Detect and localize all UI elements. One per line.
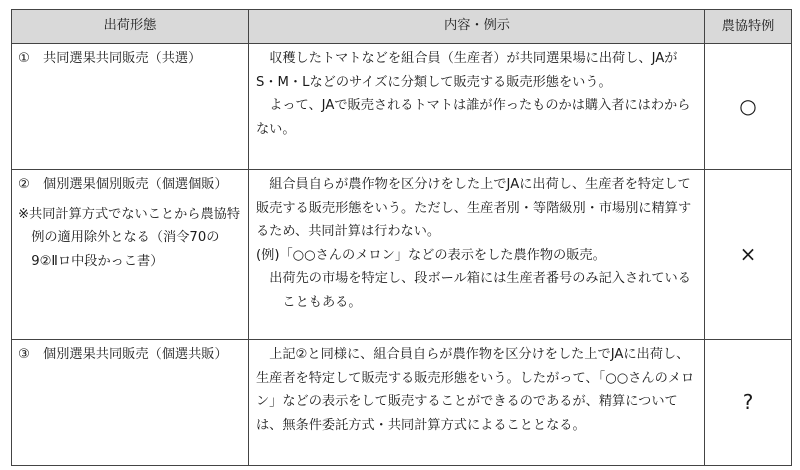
header-coop-exception: 農協特例 xyxy=(705,10,792,44)
coop-exception-mark: ? xyxy=(705,340,792,466)
row-title: ③ 個別選果共同販売（個選共販） xyxy=(18,347,228,362)
row-title-cell xyxy=(12,340,249,466)
coop-exception-mark: ○ xyxy=(705,44,792,170)
coop-exception-mark: × xyxy=(705,170,792,340)
header-shipping-form: 出荷形態 xyxy=(12,10,249,44)
row-note: ※共同計算方式でないことから農協特例の適用除外となる（消令70の9②Ⅱロ中段かっこ書） xyxy=(18,206,241,269)
row-paragraph: 収穫したトマトなどを組合員（生産者）が共同選果場に出荷し、JAがS・M・Lなどのサイズに分類して販売する販売形態をいう。 xyxy=(256,51,678,90)
row-content-cell xyxy=(249,340,705,466)
row-title-cell xyxy=(12,44,249,170)
row-content-cell xyxy=(249,170,705,340)
header-content-example: 内容・例示 xyxy=(249,10,705,44)
row-title: ② 個別選果個別販売（個選個販） xyxy=(18,177,228,192)
row-example-detail: 出荷先の市場を特定し、段ボール箱には生産者番号のみ記入されていることもある。 xyxy=(269,271,691,310)
table-row xyxy=(12,44,792,170)
row-title-cell xyxy=(12,170,249,340)
sales-form-table xyxy=(11,9,792,466)
row-paragraph: 上記②と同様に、組合員自らが農作物を区分けをした上でJAに出荷し、生産者を特定して販売する販売形態をいう。したがって、「○○さんのメロン」などの表示をして販売することができるのであるが、精算については、無条件委託方式・共同計算方式によることとなる。 xyxy=(256,347,695,433)
row-title: ① 共同選果共同販売（共選） xyxy=(18,51,202,66)
row-paragraph: よって、JAで販売されるトマトは誰が作ったものかは購入者にはわからない。 xyxy=(256,98,691,137)
table-row xyxy=(12,170,792,340)
row-content-cell xyxy=(249,44,705,170)
row-example: (例)「○○さんのメロン」などの表示をした農作物の販売。 xyxy=(256,247,606,263)
sales-form-table-wrapper xyxy=(11,9,789,466)
table-row xyxy=(12,340,792,466)
header-row xyxy=(12,10,792,44)
row-paragraph: 組合員自らが農作物を区分けをした上でJAに出荷し、生産者を特定して販売する販売形態をいう。ただし、生産者別・等階級別・市場別に精算するため、共同計算は行わない。 xyxy=(256,177,692,239)
